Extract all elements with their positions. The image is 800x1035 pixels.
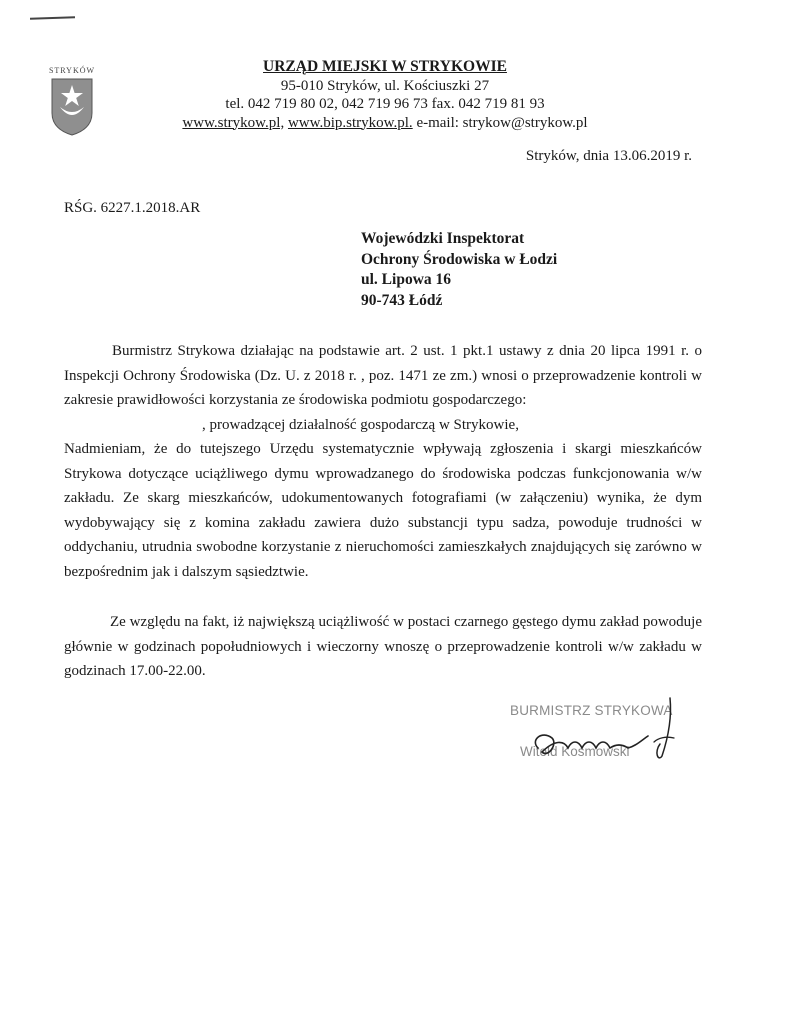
recipient-address	[361, 229, 557, 311]
stamp-title: BURMISTRZ STRYKOWA	[510, 703, 673, 718]
recipient-line-1: Wojewódzki Inspektorat	[361, 230, 525, 247]
office-phones: tel. 042 719 80 02, 042 719 96 73 fax. 042 719 81 93	[225, 96, 545, 112]
office-contact	[150, 114, 620, 133]
body-paragraph-3: Ze względu na fakt, iż największą uciążliwość w postaci czarnego gęstego dymu zakład powoduje głównie w godzinach popołudniowych i wieczorny wnoszę o przeprowadzenie kontroli w/w zakładu w godzinach 17.00-22.00.	[64, 614, 702, 679]
paragraph-1-continuation: , prowadzącej działalność gospodarczą w Strykowie,	[202, 416, 519, 433]
signature-stamp	[508, 700, 688, 770]
crest	[44, 66, 100, 140]
letter-date: Stryków, dnia 13.06.2019 r.	[525, 148, 692, 164]
paragraph-2-text: Nadmieniam, że do tutejszego Urzędu systematycznie wpływają zgłoszenia i skargi mieszkańców Strykowa dotyczące uciążliwego dymu wprowadzanego do środowiska podczas funkcjonowania w/w zakładu. Ze skarg mieszkańców, udokumentowanych fotografiami (w załączeniu) wynika, że dym wydobywający się z komina zakładu zawiera dużo substancji typu sadza, powoduje trudności w oddychaniu, utrudnia swobodne korzystanie z nieruchomości zamieszkałych znajdujących się zarówno w bezpośrednim jak i dalszym sąsiedztwie.	[64, 441, 702, 580]
crest-label: STRYKÓW	[48, 66, 96, 75]
office-name: URZĄD MIEJSKI W STRYKOWIE	[263, 58, 507, 75]
office-address: 95-010 Stryków, ul. Kościuszki 27	[280, 77, 490, 94]
handwritten-signature-icon	[508, 678, 688, 778]
stamp-name: Witold Kosmowski	[520, 744, 630, 759]
paragraph-1-text: Burmistrz Strykowa działając na podstawie art. 2 ust. 1 pkt.1 ustawy z dnia 20 lipca 1991 r. o Inspekcji Ochrony Środowiska (Dz. U. z 2018 r. , poz. 1471 ze zm.) wnosi o przeprowadzenie kontroli w zakresie prawidłowości korzystania ze środowiska podmiotu gospodarczego:	[64, 343, 702, 408]
reference-number: RŚG. 6227.1.2018.AR	[64, 200, 201, 216]
website-link[interactable]: www.strykow.pl,	[182, 114, 285, 131]
recipient-line-2: Ochrony Środowiska w Łodzi	[361, 250, 558, 268]
letterhead	[150, 58, 620, 132]
bip-link[interactable]: www.bip.strykow.pl.	[287, 114, 413, 131]
body-paragraph-1	[64, 339, 702, 584]
scan-mark	[30, 16, 75, 20]
email-text: e-mail: strykow@strykow.pl	[416, 114, 588, 131]
coat-of-arms-icon	[49, 77, 95, 137]
recipient-line-3: ul. Lipowa 16	[361, 271, 452, 288]
recipient-line-4: 90-743 Łódź	[361, 291, 443, 309]
